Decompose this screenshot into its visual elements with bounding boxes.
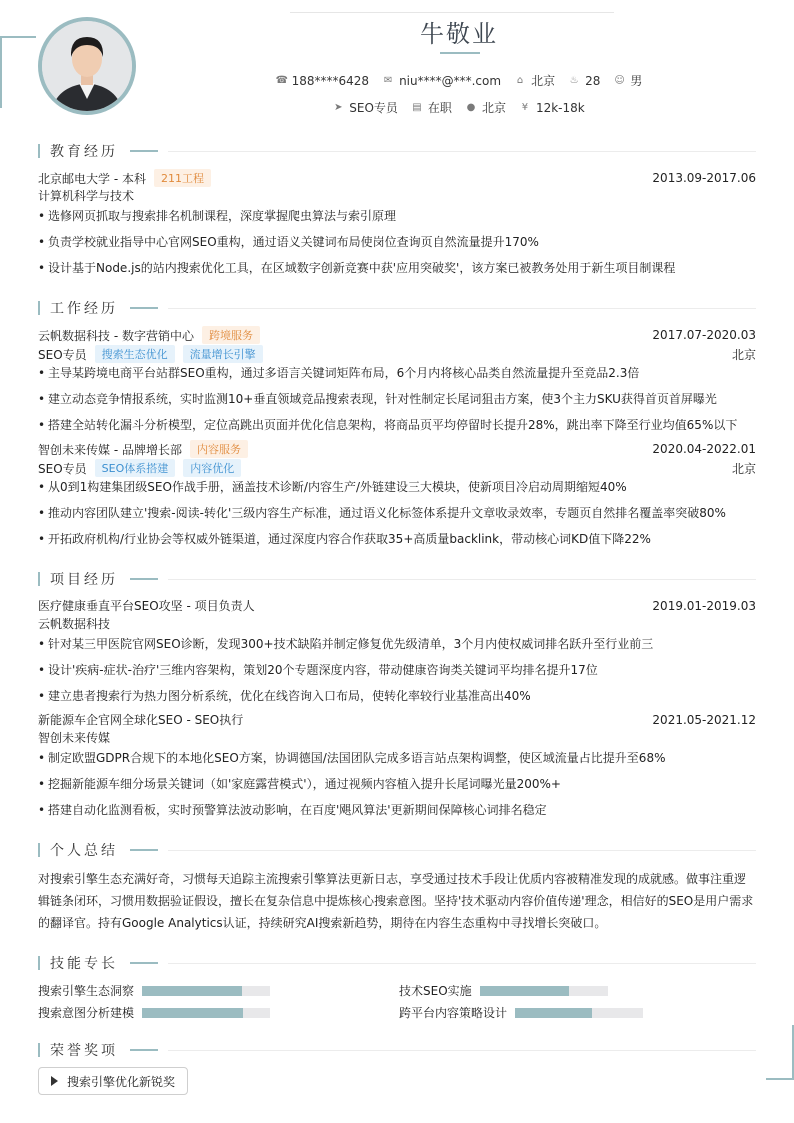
gender-icon: ☺ — [614, 74, 625, 86]
school-tag: 211工程 — [154, 169, 211, 187]
skill-tag: 流量增长引擎 — [183, 345, 263, 363]
job-header — [38, 440, 756, 458]
list-item: • 针对某三甲医院官网SEO诊断，发现300+技术缺陷并制定修复优先级清单，3个月内使权威词排名跃升至行业前三 — [38, 635, 756, 652]
skill-bar — [142, 1008, 270, 1018]
job-role-row — [38, 459, 756, 477]
job-period: 2017.07-2020.03 — [652, 328, 756, 342]
company-name: 智创未来传媒 - 品牌增长部 — [38, 442, 182, 457]
candidate-name: 牛敬业 — [420, 20, 498, 48]
home-icon: ⌂ — [516, 74, 524, 86]
company-tag: 跨境服务 — [202, 326, 260, 344]
job-city: 北京 — [731, 347, 756, 362]
project-period: 2019.01-2019.03 — [652, 598, 756, 613]
list-item: • 建立动态竞争情报系统，实时监测10+垂直领域竞品搜索表现，针对性制定长尾词狙击方案，使3个主力SKU获得首页首屏曝光 — [38, 390, 756, 407]
list-item: • 选修网页抓取与搜索排名机制课程，深度掌握爬虫算法与索引原理 — [38, 207, 756, 224]
section-skills-title: 技能专长 — [38, 953, 756, 973]
skill-tag: 内容优化 — [183, 459, 241, 477]
skill-tag: SEO体系搭建 — [95, 459, 176, 477]
contact-row — [0, 72, 794, 89]
education-period: 2013.09-2017.06 — [652, 171, 756, 185]
location-icon: ● — [466, 101, 476, 113]
list-item: • 搭建自动化监测看板，实时预警算法波动影响，在百度'飓风算法'更新期间保障核心词排名稳定 — [38, 801, 756, 818]
job-header — [38, 326, 756, 344]
list-item: • 设计'疾病-症状-治疗'三维内容架构，策划20个专题深度内容，带动健康咨询类关键词平均排名提升17位 — [38, 661, 756, 678]
list-item: • 负责学校就业指导中心官网SEO重构，通过语义关键词布局使岗位查询页自然流量提升170% — [38, 233, 756, 250]
list-item: • 从0到1构建集团级SEO作战手册，涵盖技术诊断/内容生产/外链建设三大模块，使新项目冷启动周期缩短40% — [38, 478, 756, 495]
list-item: • 建立患者搜索行为热力图分析系统，优化在线咨询入口布局，使转化率较行业基准高出40% — [38, 687, 756, 704]
job-period: 2020.04-2022.01 — [652, 442, 756, 456]
mail-icon: ✉ — [383, 74, 393, 86]
intent-status: ▤ 在职 — [412, 101, 452, 115]
education-header — [38, 169, 756, 187]
education-major: 计算机科学与技术 — [38, 189, 135, 203]
skill-bar — [142, 986, 270, 996]
intent-row — [0, 99, 794, 116]
skill-bar — [515, 1008, 643, 1018]
section-education-title: 教育经历 — [38, 141, 756, 161]
school-name: 北京邮电大学 - 本科 — [38, 171, 146, 186]
skill-name: 技术SEO实施 — [399, 984, 472, 998]
briefcase-icon: ▤ — [412, 101, 422, 113]
project-org: 智创未来传媒 — [38, 731, 111, 745]
section-awards-title: 荣誉奖项 — [38, 1040, 756, 1060]
company-name: 云帆数据科技 - 数字营销中心 — [38, 328, 194, 343]
job-city: 北京 — [731, 461, 756, 476]
name-underline — [440, 52, 480, 54]
section-work-title: 工作经历 — [38, 298, 756, 318]
list-item: • 推动内容团队建立'搜索-阅读-转化'三级内容生产标准，通过语义化标签体系提升文章收录效率，专题页自然排名覆盖率突破80% — [38, 504, 756, 521]
project-org: 云帆数据科技 — [38, 617, 111, 631]
project-name: 新能源车企官网全球化SEO - SEO执行 — [38, 713, 244, 727]
contact-gender: ☺ 男 — [614, 74, 643, 88]
skill-bar-fill — [515, 1008, 592, 1018]
contact-phone: ☎ 188****6428 — [275, 73, 370, 88]
contact-email: ✉ niu****@***.com — [383, 73, 502, 88]
top-divider — [290, 12, 614, 13]
intent-position: ➤ SEO专员 — [334, 101, 398, 115]
money-icon: ¥ — [521, 101, 529, 113]
project-name: 医疗健康垂直平台SEO攻坚 - 项目负责人 — [38, 599, 255, 613]
skill-bar — [480, 986, 608, 996]
cake-icon: ♨ — [569, 74, 579, 86]
skill-name: 搜索意图分析建模 — [38, 1006, 135, 1020]
list-item: • 制定欧盟GDPR合规下的本地化SEO方案，协调德国/法国团队完成多语言站点架构调整，使区域流量占比提升至68% — [38, 749, 756, 766]
play-icon — [51, 1076, 58, 1086]
phone-icon: ☎ — [275, 74, 289, 86]
job-role-row — [38, 345, 756, 363]
skill-bar-fill — [142, 986, 242, 996]
list-item: • 主导某跨境电商平台站群SEO重构，通过多语言关键词矩阵布局，6个月内将核心品类自然流量提升至竞品2.3倍 — [38, 364, 756, 381]
job-role: SEO专员 — [38, 347, 87, 362]
skill-name: 搜索引擎生态洞察 — [38, 984, 135, 998]
intent-city: ● 北京 — [466, 101, 506, 115]
skill-bar-fill — [142, 1008, 243, 1018]
list-item: • 设计基于Node.js的站内搜索优化工具，在区域数字创新竞赛中获'应用突破奖'，该方案已被教务处用于新生项目制课程 — [38, 259, 756, 276]
award-item[interactable] — [38, 1067, 188, 1095]
skill-bar-fill — [480, 986, 570, 996]
section-projects-title: 项目经历 — [38, 569, 756, 589]
skill-item — [399, 982, 608, 999]
project-header — [38, 597, 756, 614]
skill-item — [38, 982, 270, 999]
contact-city: ⌂ 北京 — [516, 74, 556, 88]
skill-item — [399, 1004, 643, 1021]
project-header — [38, 711, 756, 728]
project-period: 2021.05-2021.12 — [652, 712, 756, 727]
list-item: • 搭建全站转化漏斗分析模型，定位高跳出页面并优化信息架构，将商品页平均停留时长提升28%，跳出率下降至行业均值65%以下 — [38, 416, 756, 433]
corner-decoration — [766, 1078, 794, 1080]
intent-salary: ¥ 12k-18k — [521, 100, 585, 115]
company-tag: 内容服务 — [190, 440, 248, 458]
list-item: • 挖掘新能源车细分场景关键词（如'家庭露营模式'），通过视频内容植入提升长尾词曝光量200%+ — [38, 775, 756, 792]
section-summary-title: 个人总结 — [38, 840, 756, 860]
summary-text: 对搜索引擎生态充满好奇，习惯每天追踪主流搜索引擎算法更新日志，享受通过技术手段让优质内容被精准发现的成就感。做事注重逻辑链条闭环，习惯用数据验证假设，擅长在复杂信息中提炼核心搜索意图。坚持'技术驱动内容价值传递'理念，相信好的SEO是用户需求的翻译官。持有Google Analytics认证，持续研究AI搜索新趋势，期待在内容生态重构中寻找增长突破口。 — [38, 872, 754, 930]
contact-age: ♨ 28 — [569, 73, 601, 88]
skill-item — [38, 1004, 270, 1021]
award-name: 搜索引擎优化新锐奖 — [67, 1074, 176, 1089]
send-icon: ➤ — [334, 101, 343, 113]
skill-name: 跨平台内容策略设计 — [399, 1006, 508, 1020]
list-item: • 开拓政府机构/行业协会等权威外链渠道，通过深度内容合作获取35+高质量backlink，带动核心词KD值下降22% — [38, 530, 756, 547]
skill-tag: 搜索生态优化 — [95, 345, 175, 363]
job-role: SEO专员 — [38, 461, 87, 476]
